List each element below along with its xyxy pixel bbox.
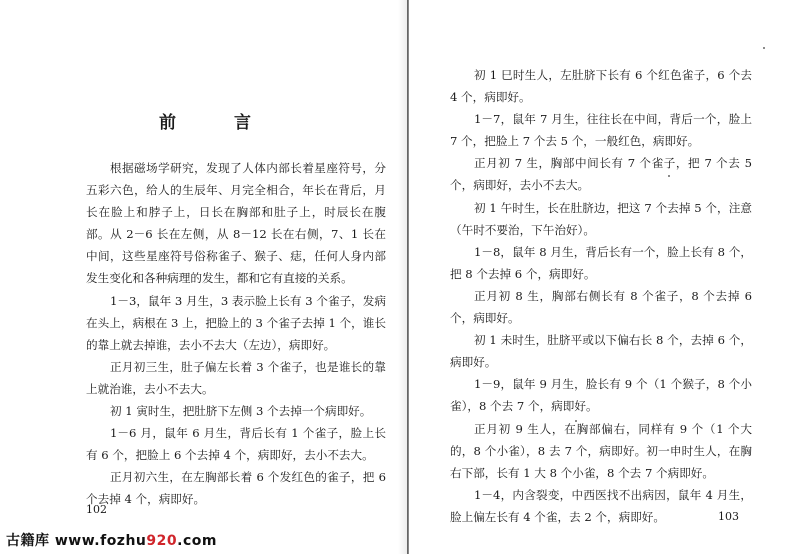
- paragraph: 初 1 未时生，肚脐平或以下偏右长 8 个，去掉 6 个，病即好。: [450, 333, 752, 370]
- paragraph: 正月初 9 生人，在胸部偏右，同样有 9 个（1 个大的，8 个小雀），8 去 7 个，病即好。初一申时生人，在胸右下部，长有 1 大 8 个小雀，8 个去 7 个病即好。: [450, 421, 752, 480]
- paragraph: 正月初六生，在左胸部长着 6 个发红色的雀子，把 6 个去掉 4 个，病即好。: [86, 470, 386, 507]
- paragraph: 1－6 月，鼠年 6 月生，背后长有 1 个雀子，脸上长有 6 个，把脸上 6 个去掉 4 个，病即好，去小不去大。: [86, 426, 386, 463]
- scan-speck: [668, 175, 670, 177]
- watermark-url-suffix: .com: [177, 533, 217, 549]
- paragraph: 正月初 8 生，胸部右侧长有 8 个雀子，8 个去掉 6 个，病即好。: [450, 288, 752, 326]
- book-gutter: [407, 0, 409, 554]
- paragraph: 1－7，鼠年 7 月生，往往长在中间，背后一个，脸上 7 个，把脸上 7 个去 5 个，一般红色，病即好。: [450, 112, 752, 149]
- paragraph: 正月初三生，肚子偏左长着 3 个雀子，也是谁长的靠上就治谁，去小不去大。: [86, 359, 386, 396]
- site-watermark[interactable]: [6, 530, 217, 550]
- left-page-body: [86, 157, 386, 511]
- paragraph: 正月初 7 生，胸部中间长有 7 个雀子，把 7 个去 5 个，病即好，去小不去大。: [450, 156, 752, 193]
- page-number-left: 102: [86, 503, 107, 516]
- watermark-url-prefix: www.fozhu: [54, 533, 147, 549]
- paragraph: 初 1 寅时生，把肚脐下左侧 3 个去掉一个病即好。: [110, 404, 372, 419]
- paragraph: 1－3，鼠年 3 月生，3 表示脸上长有 3 个雀子，发病在头上，病根在 3 上，把脸上的 3 个雀子去掉 1 个，谁长的靠上就去掉谁，去小不去大（左边），病即好。: [86, 293, 386, 352]
- right-page: [410, 0, 793, 554]
- watermark-site-name: 古籍库: [6, 533, 50, 549]
- paragraph: 初 1 巳时生人，左肚脐下长有 6 个红色雀子，6 个去 4 个，病即好。: [450, 68, 752, 105]
- paragraph: 1－4，内含裂变，中西医找不出病因，鼠年 4 月生，脸上偏左长有 4 个雀，去 2 个，病即好。: [450, 487, 752, 524]
- scan-speck: [763, 47, 765, 49]
- watermark-url-number: 920: [146, 533, 178, 549]
- right-page-body: [450, 64, 752, 528]
- page-title: 前 言: [159, 113, 277, 133]
- paragraph: 根据磁场学研究，发现了人体内部长着星座符号，分五彩六色，给人的生辰年、月完全相合，年长在背后，月长在脸上和脖子上，日长在胸部和肚子上，时辰长在腹部。从 2－6 长在左侧，从 8－12 长在右侧，7、1 长在中间，这些星座符号俗称雀子、猴子、痣，任何人身内部发生变化和各种病理的发生，都和它有直接的关系。: [86, 161, 386, 286]
- paragraph: 1－8，鼠年 8 月生，背后长有一个，脸上长有 8 个，把 8 个去掉 6 个，病即好。: [450, 244, 752, 281]
- scan-speck: [575, 420, 577, 422]
- page-number-right: 103: [718, 510, 739, 523]
- paragraph: 初 1 午时生，长在肚脐边，把这 7 个去掉 5 个，注意（午时不要治，下午治好）。: [450, 200, 752, 237]
- paragraph: 1－9，鼠年 9 月生，脸长有 9 个（1 个猴子，8 个小雀），8 个去 7 个，病即好。: [450, 377, 752, 414]
